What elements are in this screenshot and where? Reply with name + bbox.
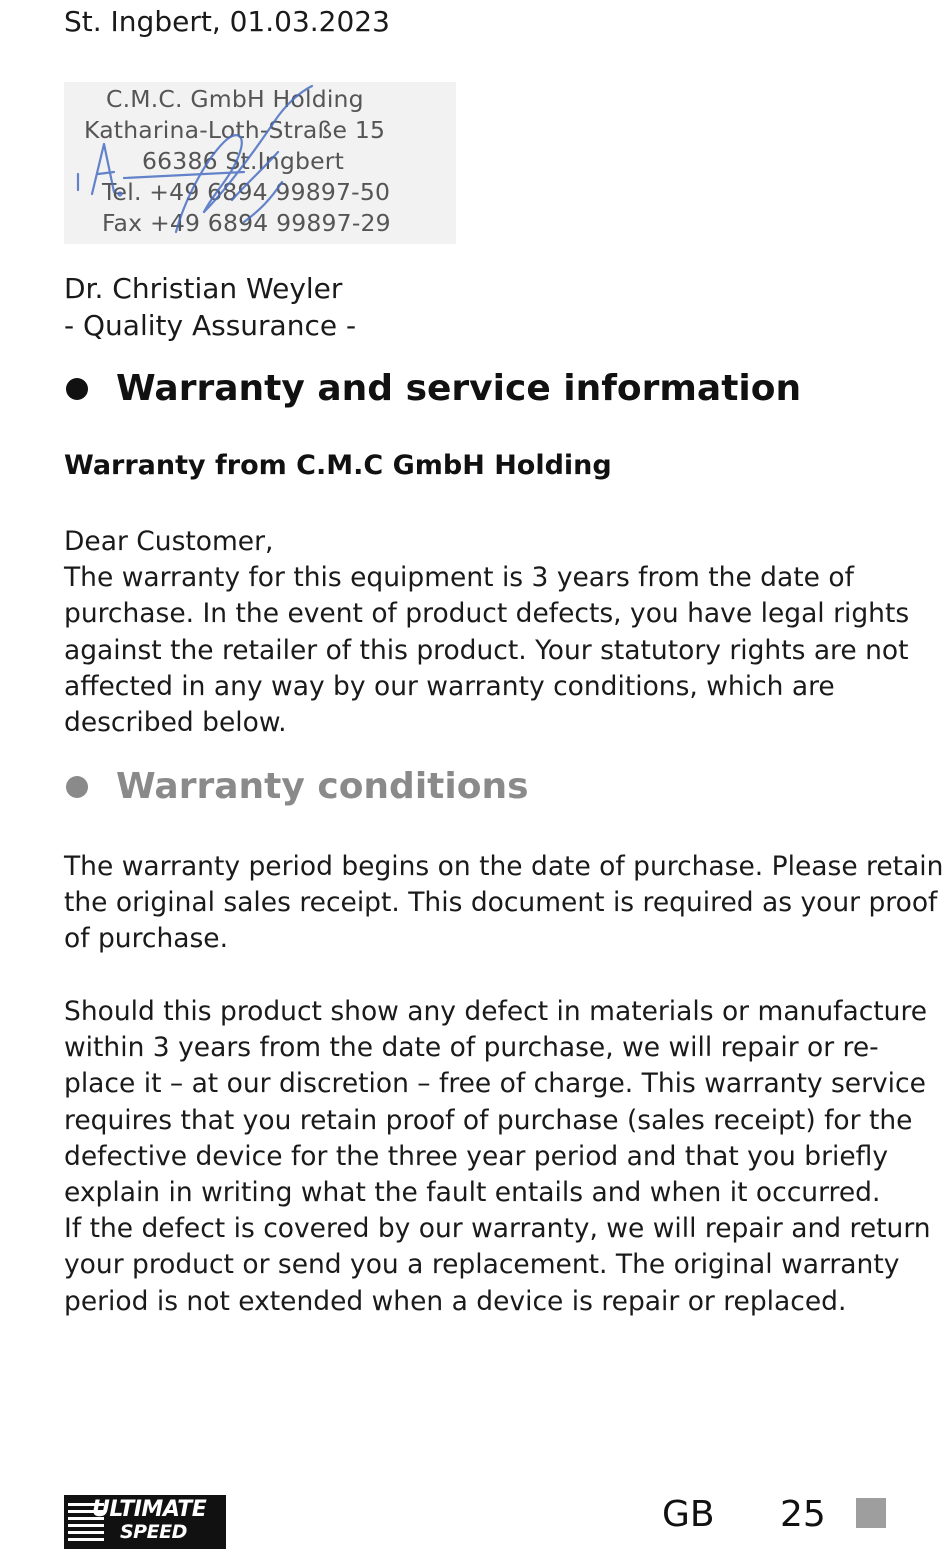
logo-text-top: ULTIMATE: [92, 1497, 207, 1522]
text-line: place it – at our discretion – free of charge. This warranty service: [64, 1068, 926, 1100]
text-line: within 3 years from the date of purchase, we will repair or re-: [64, 1032, 879, 1064]
text-line: If the defect is covered by our warranty, we will repair and return: [64, 1213, 931, 1245]
company-stamp: [64, 82, 456, 244]
language-code: GB: [662, 1494, 715, 1535]
heading-text: Warranty and service information: [116, 368, 802, 409]
intro-paragraph: [64, 524, 910, 741]
text-line: described below.: [64, 707, 287, 739]
conditions-paragraph-2: [64, 994, 931, 1320]
bullet-icon: [66, 776, 88, 798]
text-line: purchase. In the event of product defects, you have legal rights: [64, 598, 910, 630]
text-line: The warranty period begins on the date of purchase. Please retain: [64, 851, 944, 882]
brand-logo: [64, 1495, 226, 1549]
section-heading-warranty-conditions: [66, 766, 529, 807]
stamp-line-company: C.M.C. GmbH Holding: [106, 85, 364, 113]
signatory-name: Dr. Christian Weyler: [64, 272, 343, 305]
text-line: requires that you retain proof of purchase (sales receipt) for the: [64, 1104, 913, 1136]
stamp-line-street: Katharina-Loth-Straße 15: [84, 116, 386, 144]
stamp-line-city: 66386 St.Ingbert: [142, 147, 345, 175]
text-line: the original sales receipt. This document is required as your proof: [64, 887, 938, 919]
text-line: affected in any way by our warranty conditions, which are: [64, 670, 835, 702]
signatory-role: - Quality Assurance -: [64, 309, 357, 342]
page-number: 25: [780, 1494, 826, 1535]
text-line: defective device for the three year period and that you briefly: [64, 1140, 889, 1172]
stamp-line-phone: Tel. +49 6894 99897-50: [102, 178, 391, 206]
stamp-line-fax: Fax +49 6894 99897-29: [102, 209, 391, 237]
page-marker-square: [856, 1498, 886, 1528]
text-line: period is not extended when a device is repair or replaced.: [64, 1285, 847, 1317]
conditions-paragraph-1: [64, 849, 944, 958]
text-line: Dear Customer,: [64, 526, 274, 557]
section-heading-warranty-service: [66, 368, 801, 409]
text-line: your product or send you a replacement. The original warranty: [64, 1249, 900, 1281]
text-line: against the retailer of this product. Your statutory rights are not: [64, 634, 909, 666]
place-date: St. Ingbert, 01.03.2023: [64, 5, 390, 38]
logo-text-bottom: SPEED: [120, 1521, 187, 1543]
text-line: The warranty for this equipment is 3 years from the date of: [64, 562, 854, 594]
text-line: explain in writing what the fault entails and when it occurred.: [64, 1177, 881, 1209]
signatory-block: [64, 270, 356, 344]
heading-text: Warranty conditions: [116, 766, 529, 807]
text-line: of purchase.: [64, 923, 229, 955]
text-line: Should this product show any defect in materials or manufacture: [64, 996, 928, 1027]
bullet-icon: [66, 378, 88, 400]
subheading-warranty-from: Warranty from C.M.C GmbH Holding: [64, 450, 612, 481]
